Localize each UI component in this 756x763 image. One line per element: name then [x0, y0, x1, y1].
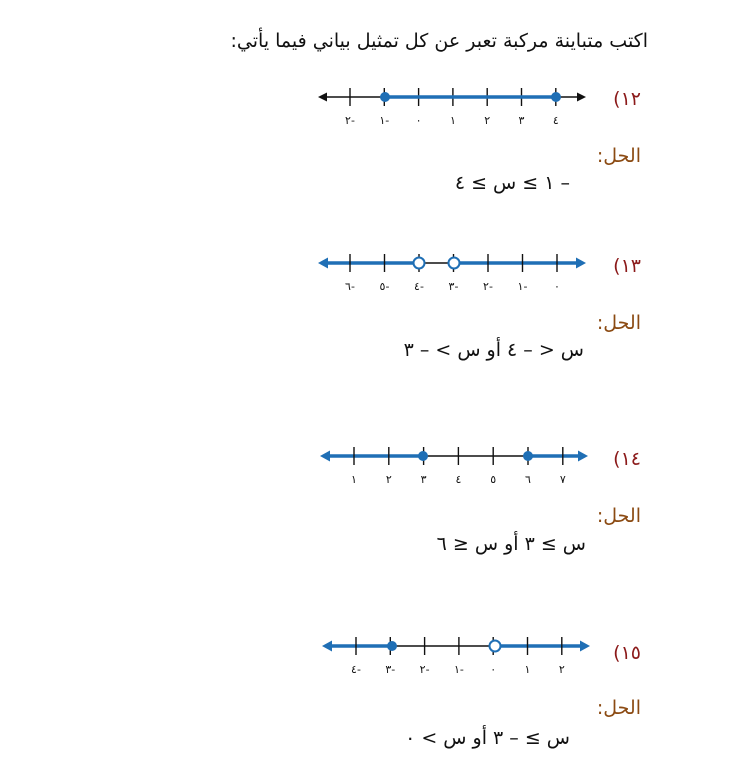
open-point-15 [490, 641, 501, 652]
ticks-12 [345, 88, 559, 127]
tick-label: ٤- [414, 280, 424, 293]
number-line-14 [320, 443, 590, 493]
number-line-15 [322, 633, 592, 683]
problem-number-15: ١٥) [613, 642, 641, 664]
tick-label: ٢ [484, 114, 491, 127]
tick-label: ٥ [490, 473, 497, 486]
problem-number-14: ١٤) [613, 448, 641, 470]
problem-number-12: ١٢) [613, 88, 641, 110]
tick-label: ٢- [345, 114, 355, 127]
solution-label-15: الحل: [596, 697, 641, 719]
tick-label: ٠ [490, 663, 497, 676]
closed-point-right-14 [523, 451, 533, 461]
tick-label: ١- [517, 280, 528, 293]
tick-label: ١- [379, 114, 390, 127]
tick-label: ٢- [483, 280, 493, 293]
instruction-text: اكتب متباينة مركبة تعبر عن كل تمثيل بياني فيما يأتي: [230, 30, 648, 52]
closed-point-left-12 [380, 92, 390, 102]
tick-label: ٦ [525, 473, 531, 486]
ticks-15 [351, 637, 565, 676]
solution-label-13: الحل: [596, 312, 641, 334]
tick-label: ١ [449, 114, 456, 127]
answer-13: س < – ٤ أو س > – ٣ [403, 339, 584, 361]
ticks-14 [351, 447, 566, 486]
tick-label: ٣ [518, 114, 525, 127]
tick-label: ٢ [385, 473, 392, 486]
tick-label: ٤- [351, 663, 361, 676]
tick-label: ١ [524, 663, 531, 676]
tick-label: ١ [351, 473, 357, 486]
open-point-right-13 [449, 258, 460, 269]
tick-label: ٣ [420, 473, 427, 486]
tick-label: ٣- [448, 280, 459, 293]
closed-point-left-14 [418, 451, 428, 461]
tick-label: ٧ [559, 473, 566, 486]
tick-label: ٣- [385, 663, 396, 676]
tick-label: ٦- [345, 280, 355, 293]
tick-label: ٢- [419, 663, 430, 676]
solution-label-14: الحل: [596, 505, 641, 527]
tick-label: ٠ [415, 114, 422, 127]
answer-12: – ١ ≥ س ≥ ٤ [454, 172, 570, 194]
solution-label-12: الحل: [596, 145, 641, 167]
number-line-13 [318, 250, 588, 300]
answer-15: س ≥ – ٣ أو س > ٠ [405, 727, 570, 749]
tick-label: ٠ [554, 280, 560, 293]
number-line-12 [318, 84, 588, 134]
problem-number-13: ١٣) [613, 255, 641, 277]
closed-point-15 [387, 641, 397, 651]
tick-label: ٢ [558, 663, 565, 676]
answer-14: س ≥ ٣ أو س ≤ ٦ [436, 533, 586, 555]
tick-label: ٤ [552, 114, 559, 127]
open-point-left-13 [414, 258, 425, 269]
tick-label: ٥- [379, 280, 390, 293]
tick-label: ١- [453, 663, 464, 676]
tick-label: ٤ [455, 473, 462, 486]
closed-point-right-12 [551, 92, 561, 102]
